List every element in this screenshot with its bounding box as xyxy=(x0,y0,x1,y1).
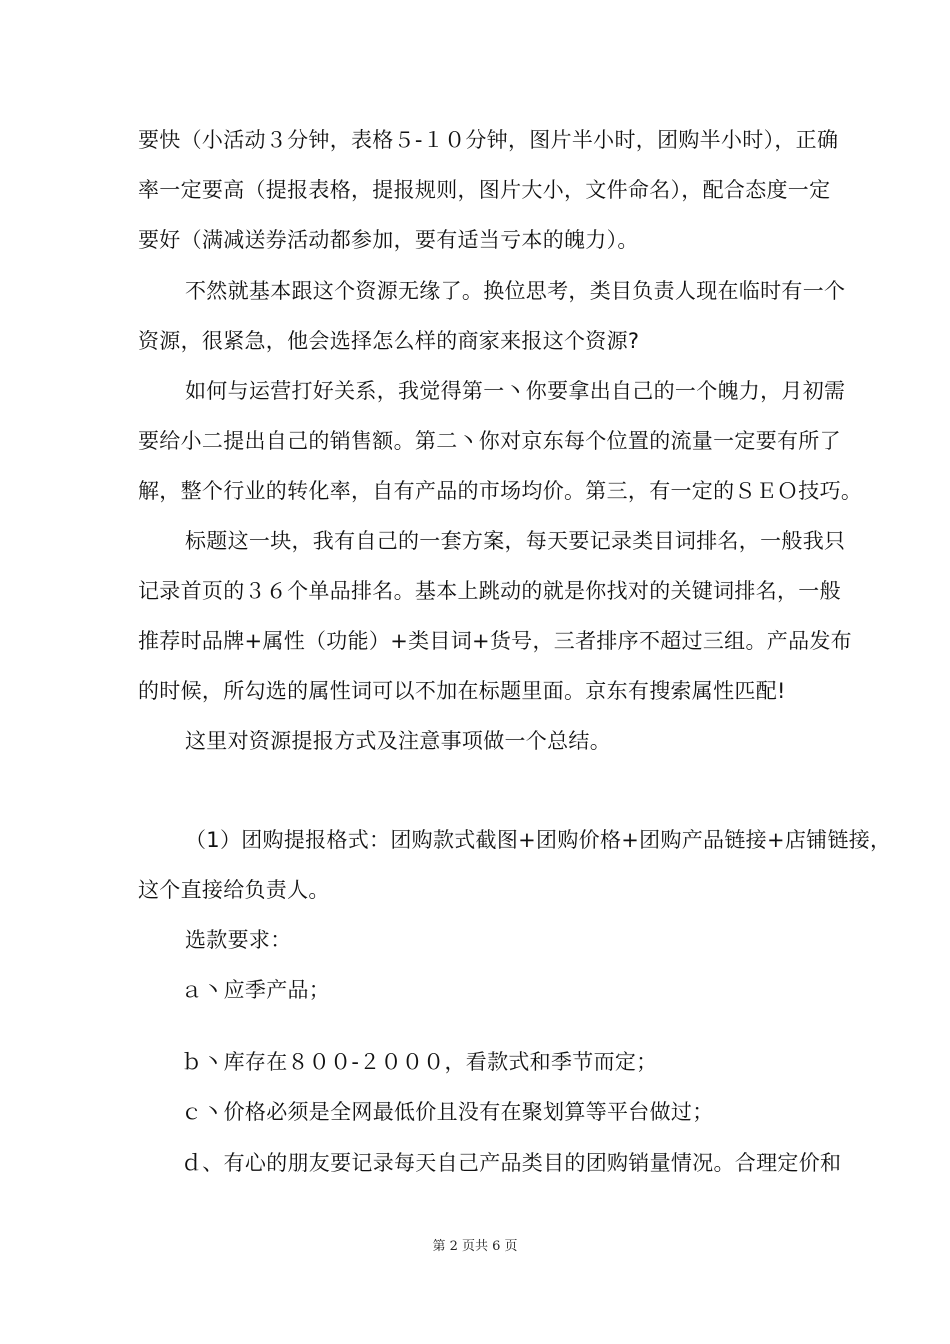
text-line: 选款要求： xyxy=(185,928,292,952)
text-line: 要快（小活动３分钟，表格５-１０分钟，图片半小时，团购半小时），正确 xyxy=(138,128,839,152)
text-line: 推荐时品牌+属性（功能）+类目词+货号，三者排序不超过三组。产品发布 xyxy=(138,629,852,653)
text-line: 这个直接给负责人。 xyxy=(138,878,330,902)
text-line: 记录首页的３６个单品排名。基本上跳动的就是你找对的关键词排名，一般 xyxy=(138,579,841,603)
text-line: 的时候，所勾选的属性词可以不加在标题里面。京东有搜索属性匹配! xyxy=(138,679,786,703)
page-footer: 第 2 页共 6 页 xyxy=(432,1239,518,1254)
text-line: 解，整个行业的转化率，自有产品的市场均价。第三，有一定的ＳＥＯ技巧。 xyxy=(138,479,863,503)
text-line: 不然就基本跟这个资源无缘了。换位思考，类目负责人现在临时有一个 xyxy=(185,279,846,303)
text-line: （1）团购提报格式：团购款式截图+团购价格+团购产品链接+店铺链接， xyxy=(185,828,892,852)
list-item: ｄ、有心的朋友要记录每天自己产品类目的团购销量情况。合理定价和 xyxy=(181,1151,842,1175)
text-line: 这里对资源提报方式及注意事项做一个总结。 xyxy=(185,729,611,753)
list-item: ｂ丶库存在８００-２０００，看款式和季节而定； xyxy=(181,1050,658,1074)
text-line: 资源，很紧急，他会选择怎么样的商家来报这个资源? xyxy=(138,329,640,353)
text-line: 要好（满减送券活动都参加，要有适当亏本的魄力）。 xyxy=(138,228,639,252)
text-line: 如何与运营打好关系，我觉得第一丶你要拿出自己的一个魄力，月初需 xyxy=(185,379,846,403)
list-item: ｃ丶价格必须是全网最低价且没有在聚划算等平台做过； xyxy=(181,1100,714,1124)
text-line: 要给小二提出自己的销售额。第二丶你对京东每个位置的流量一定要有所了 xyxy=(138,429,841,453)
text-line: 标题这一块，我有自己的一套方案，每天要记录类目词排名，一般我只 xyxy=(185,529,846,553)
text-line: 率一定要高（提报表格，提报规则，图片大小，文件命名），配合态度一定 xyxy=(138,178,831,202)
list-item: ａ丶应季产品； xyxy=(181,978,331,1002)
